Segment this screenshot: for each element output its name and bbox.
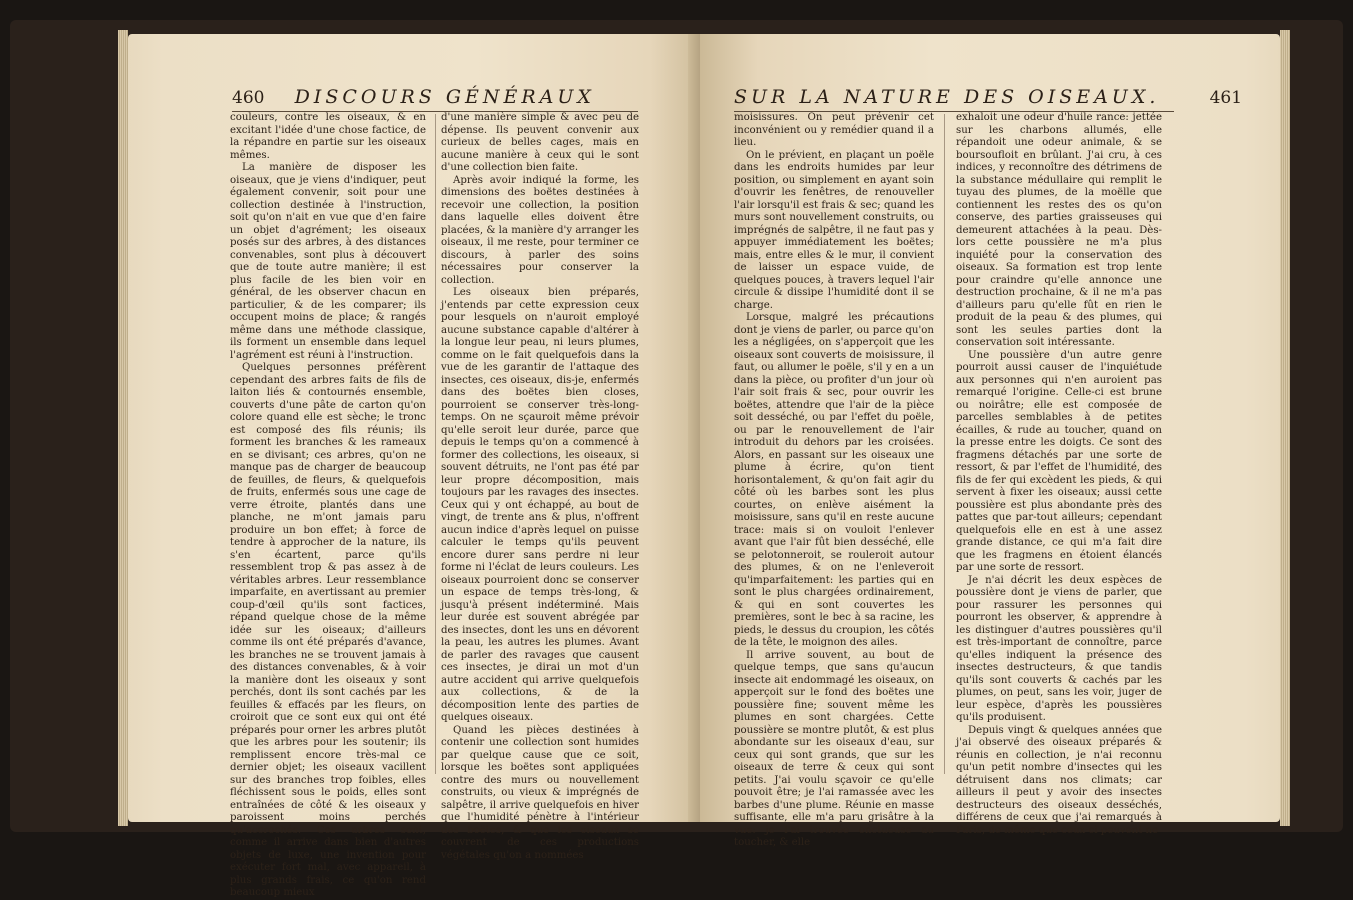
- left-page-number: 460: [232, 88, 265, 108]
- paragraph: exhaloit une odeur d'huile rance: jettée sur les charbons allumés, elle répandoit une odeur animale, & se boursoufloit en brûlant. J'ai cru, à ces indices, y reconnoître des détrimens de la substance médullaire qui remplit le tuyau des plumes, de la moëlle que contiennent les restes des os qu'on conserve, des parties graisseuses qui demeurent attachées à la peau. Dès-lors cette poussière ne m'a plus inquiété pour la conservation des oiseaux. Sa formation est trop lente pour craindre qu'elle annonce une destruction prochaine, & il ne m'a pas d'ailleurs paru qu'elle fût en rien le produit de la peau & des plumes, qui sont les seules parties dont la conservation soit intéressante.: [956, 112, 1162, 348]
- left-column-1: [230, 112, 426, 900]
- book-spread: [10, 20, 1343, 898]
- paragraph: Quelques personnes préfèrent cependant des arbres faits de fils de laiton liés & contournés ensemble, couverts d'une pâte de carton qu'on colore quand elle est sèche; le tronc est composé des fils réunis; ils forment les branches & les rameaux en se divisant; ces arbres, qu'on ne manque pas de charger de beaucoup de feuilles, de fleurs, & quelquefois de fruits, enfermés sous une cage de verre étroite, plantés dans une planche, ne m'ont jamais paru produire un bon effet; à force de tendre à approcher de la nature, ils s'en écartent, parce qu'ils ressemblent trop & pas assez à de véritables arbres. Leur ressemblance imparfaite, en avertissant au premier coup-d'œil qu'ils sont factices, répand quelque chose de la même idée sur les oiseaux; d'ailleurs comme ils ont été préparés d'avance, les branches ne se trouvent jamais à des distances convenables, & à voir la manière dont les oiseaux y sont perchés, dont ils sont cachés par les feuilles & effacés par les fleurs, on croiroit que ce sont eux qui ont été préparés pour orner les arbres plutôt que les arbres pour les soutenir; ils remplissent encore très-mal ce dernier objet; les oiseaux vacillent sur des branches trop foibles, elles fléchissent sous le poids, elles sont entraînées de côté & les oiseaux y paroissent moins perchés qu'accrochés. Ces arbres sont, comme il arrive dans bien d'autres objets de luxe, une invention pour exécuter fort mal, avec appareil, à plus grands frais, ce qu'on rend beaucoup mieux: [230, 362, 426, 898]
- left-page: [128, 34, 708, 898]
- paragraph: d'une manière simple & avec peu de dépense. Ils peuvent convenir aux curieux de belles cages, mais en aucune manière à ceux qui le sont d'une collection bien faite.: [441, 112, 639, 173]
- page-edges-right: [1280, 30, 1290, 826]
- paragraph: On le prévient, en plaçant un poële dans les endroits humides par leur position, ou simplement en ayant soin d'ouvrir les fenêtres, de renouveller l'air lorsqu'il est frais & sec; quand les murs sont nouvellement construits, ou imprégnés de salpêtre, il ne faut pas y appuyer immédiatement les boëtes; mais, entre elles & le mur, il convient de laisser un espace vuide, de quelques pouces, à travers lequel l'air circule & dissipe l'humidité dont il se charge.: [734, 149, 934, 311]
- right-column-divider: [944, 114, 945, 774]
- right-page: [700, 34, 1280, 848]
- right-running-title: SUR LA NATURE DES OISEAUX.: [734, 86, 1160, 108]
- paragraph: Je n'ai décrit les deux espèces de poussière dont je viens de parler, que pour rassurer les personnes qui pourront les observer, & apprendre à les distinguer d'autres poussières qu'il est très-important de connoître, parce qu'elles indiquent la présence des insectes destructeurs, & que tandis qu'ils sont couverts & cachés par les plumes, on peut, sans les voir, juger de leur espèce, d'après les poussières qu'ils produisent.: [956, 574, 1162, 723]
- page-edges-left: [118, 30, 128, 826]
- paragraph: moisissures. On peut prévenir cet inconvénient ou y remédier quand il a lieu.: [734, 112, 934, 148]
- paragraph: Après avoir indiqué la forme, les dimensions des boëtes destinées à recevoir une collection, la position dans laquelle elles doivent être placées, & la manière d'y arranger les oiseaux, il me reste, pour terminer ce discours, à parler des soins nécessaires pour conserver la collection.: [441, 174, 639, 286]
- left-running-head: [232, 86, 595, 110]
- left-column-divider: [435, 114, 436, 774]
- right-running-head: [734, 86, 1242, 110]
- paragraph: La manière de disposer les oiseaux, que je viens d'indiquer, peut également convenir, soit pour une collection destinée à l'instruction, soit qu'on n'ait en vue que d'en faire un objet d'agrément; les oiseaux posés sur des arbres, à des distances convenables, sont plus à découvert que de toute autre manière; il est plus facile de les bien voir en général, de les observer chacun en particulier, & de les comparer; ils occupent moins de place; & rangés même dans une méthode classique, ils forment un ensemble dans lequel l'agrément est réuni à l'instruction.: [230, 162, 426, 361]
- left-running-title: DISCOURS GÉNÉRAUX: [294, 86, 595, 108]
- right-column-2: [956, 112, 1162, 837]
- paragraph: Lorsque, malgré les précautions dont je viens de parler, ou parce qu'on les a négligées, on s'apperçoit que les oiseaux sont couverts de moisissure, il faut, ou allumer le poële, s'il y en a un dans la pièce, ou profiter d'un jour où l'air soit frais & sec, pour ouvrir les boëtes, attendre que l'air de la pièce soit desséché, ou par l'effet du poële, ou par le renouvellement de l'air introduit du dehors par les croisées. Alors, en passant sur les oiseaux une plume à écrire, qu'on tient horisontalement, & qu'on fait agir du côté où les barbes sont les plus courtes, on enlève aisément la moisissure, sans qu'il en reste aucune trace: mais si on vouloit l'enlever avant que l'air fût bien desséché, elle se pelotonneroit, se rouleroit autour des plumes, & on ne l'enleveroit qu'imparfaitement: les parties qui en sont le plus chargées ordinairement, & qui en sont couvertes les premières, sont le bec à sa racine, les pieds, le dessus du croupion, les côtés de la tête, le moignon des ailes.: [734, 312, 934, 648]
- right-page-number: 461: [1209, 88, 1243, 108]
- paragraph: couleurs, contre les oiseaux, & en excitant l'idée d'une chose factice, de la répandre en partie sur les oiseaux mêmes.: [230, 112, 426, 161]
- right-column-1: [734, 112, 934, 850]
- paragraph: Les oiseaux bien préparés, j'entends par cette expression ceux pour lesquels on n'auroit employé aucune substance capable d'altérer à la longue leur peau, ni leurs plumes, comme on le fait quelquefois dans la vue de les garantir de l'attaque des insectes, ces oiseaux, dis-je, enfermés dans des boëtes bien closes, pourroient se conserver très-long-temps. On ne sçauroit même prévoir qu'elle seroit leur durée, parce que depuis le temps qu'on a commencé à former des collections, les oiseaux, si souvent détruits, ne l'ont pas été par leur propre décomposition, mais toujours par les ravages des insectes. Ceux qui y ont échappé, au bout de vingt, de trente ans & plus, n'offrent aucun indice d'après lequel on puisse calculer le temps qu'ils peuvent encore durer sans perdre ni leur forme ni l'éclat de leurs couleurs. Les oiseaux pourroient donc se conserver un espace de temps très-long, & jusqu'à présent indéterminé. Mais leur durée est souvent abrégée par des insectes, dont les uns en dévorent la peau, les autres les plumes. Avant de parler des ravages que causent ces insectes, je dirai un mot d'un autre accident qui arrive quelquefois aux collections, & de la décomposition lente des parties de quelques oiseaux.: [441, 287, 639, 723]
- paragraph: Il arrive souvent, au bout de quelque temps, que sans qu'aucun insecte ait endommagé les oiseaux, on apperçoit sur le fond des boëtes une poussière fine; souvent même les plumes en sont chargées. Cette poussière se montre plutôt, & est plus abondante sur les oiseaux d'eau, sur ceux qui sont grands, que sur les oiseaux de terre & ceux qui sont petits. J'ai voulu sçavoir ce qu'elle pouvoit être; je l'ai ramassée avec les barbes d'une plume. Réunie en masse suffisante, elle m'a paru grisâtre à la vue: je l'ai trouvée onctueuse au toucher, & elle: [734, 649, 934, 848]
- paragraph: Depuis vingt & quelques années que j'ai observé des oiseaux préparés & réunis en collection, je n'ai reconnu qu'un petit nombre d'insectes qui les détruisent dans nos climats; car ailleurs il peut y avoir des insectes destructeurs des oiseaux desséchés, différens de ceux que j'ai remarqués à Paris; de même que ceux-ci peuvent ne: [956, 724, 1162, 836]
- paragraph: Quand les pièces destinées à contenir une collection sont humides par quelque cause que ce soit, lorsque les boëtes sont appliquées contre des murs ou nouvellement construits, ou vieux & imprégnés de salpêtre, il arrive quelquefois en hiver que l'humidité pénètre à l'intérieur des boëtes, & que les oiseaux se couvrent de ces productions végétales qu'on a nommées: [441, 724, 639, 861]
- paragraph: Une poussière d'un autre genre pourroit aussi causer de l'inquiétude aux personnes qui n'en auroient pas remarqué l'origine. Celle-ci est brune ou noirâtre; elle est composée de parcelles semblables à de petites écailles, & rude au toucher, quand on la presse entre les doigts. Ce sont des fragmens détachés par une sorte de ressort, & par l'effet de l'humidité, des fils de fer qui excèdent les pieds, & qui servent à fixer les oiseaux; aussi cette poussière est plus abondante près des pattes que par-tout ailleurs; cependant quelquefois elle en est à une assez grande distance, ce qui m'a fait dire que les fragmens en étoient élancés par une sorte de ressort.: [956, 349, 1162, 573]
- left-column-2: [441, 112, 639, 862]
